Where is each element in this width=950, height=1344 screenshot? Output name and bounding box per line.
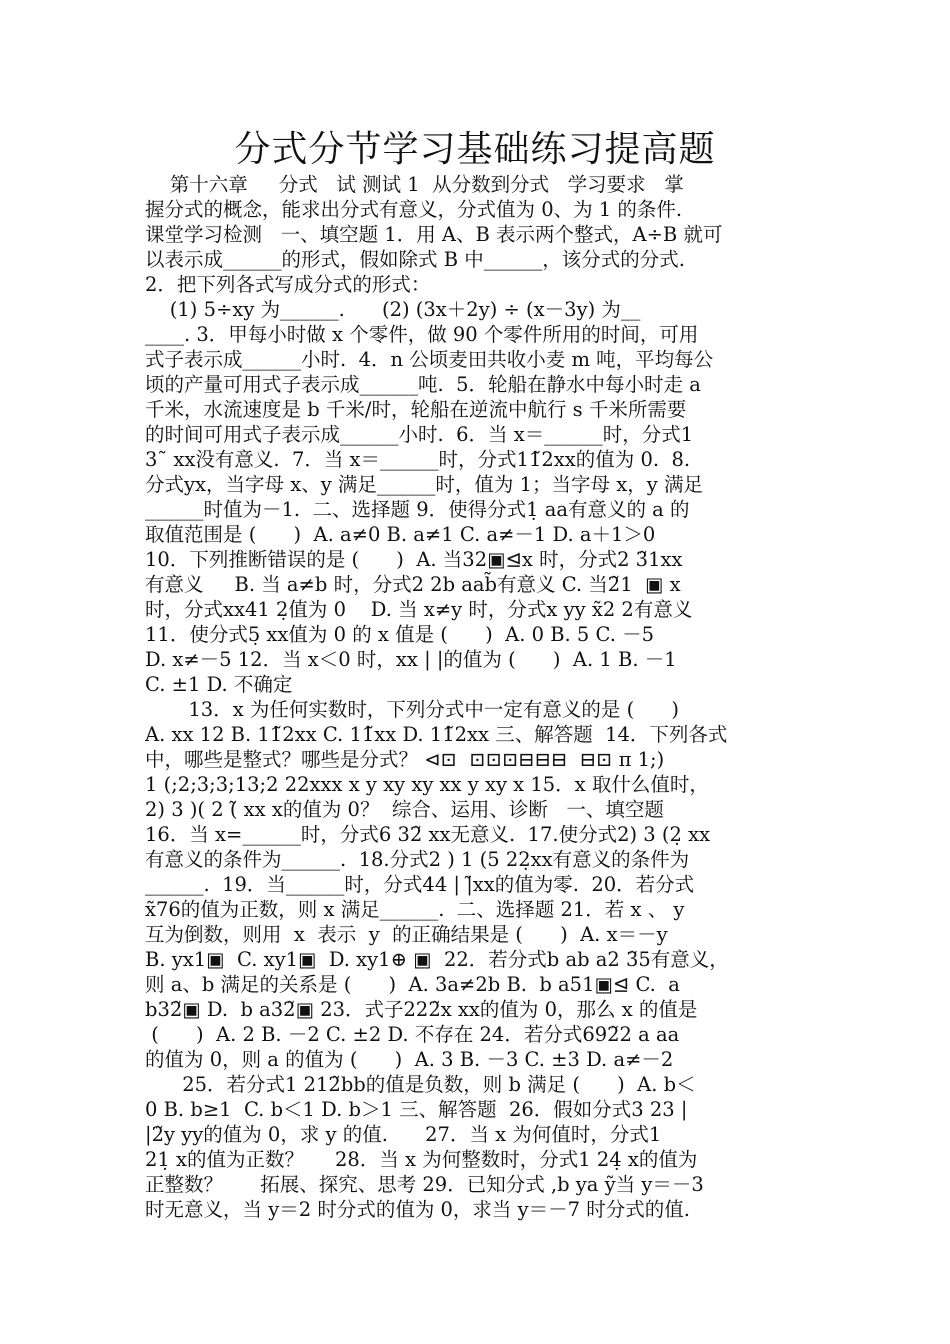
text-line: 课堂学习检测 一、填空题 1．用 A、B 表示两个整式，A÷B 就可 (145, 223, 723, 246)
text-line: 以表示成______的形式，假如除式 B 中______，该分式的分式. (145, 248, 685, 271)
text-line: C. ±1 D. 不确定 (145, 673, 293, 696)
text-line: 则 a、b 满足的关系是 ( ) A. 3a≠2b B. b a51▣⊴ C. a (145, 973, 680, 996)
text-line: ( ) A. 2 B. －2 C. ±2 D. 不存在 24．若分式692̃2 a aa (145, 1023, 680, 1046)
text-line: 有意义的条件为______. 18.分式2 ) 1 (5 22̣xx有意义的条件为 (145, 848, 690, 871)
text-line: 10．下列推断错误的是 ( ) A. 当32▣⊴x 时，分式2 3̃1xx (145, 548, 683, 571)
text-line: ____. 3．甲每小时做 x 个零件，做 90 个零件所用的时间，可用 (145, 323, 699, 346)
text-line: 的时间可用式子表示成______小时. 6．当 x＝______时，分式1 (145, 423, 694, 446)
text-line: 时无意义，当 y＝2 时分式的值为 0，求当 y＝－7 时分式的值. (145, 1198, 690, 1221)
text-line: B. yx1▣ C. xy1▣ D. xy1⊕ ▣ 22．若分式b ab a2 3̃5有意义， (145, 948, 729, 971)
text-line: 3˜ xx没有意义. 7．当 x＝______时，分式11̃2xx的值为 0. 8. (145, 448, 691, 471)
text-line: 2．把下列各式写成分式的形式： (145, 273, 431, 296)
text-line: 中，哪些是整式？哪些是分式？ ⊲⊡ ⊡⊡⊡⊟⊟⊟ ⊟⊡ π 1;) (145, 748, 665, 771)
text-line: 第十六章 分式 试 测试 1 从分数到分式 学习要求 掌 (145, 173, 684, 196)
text-line: ______时值为－1. 二、选择题 9．使得分式1̣ aa有意义的 a 的 (145, 498, 690, 521)
text-line: 11．使分式5̣ xx值为 0 的 x 值是 ( ) A. 0 B. 5 C. －5 (145, 623, 655, 646)
text-line: 取值范围是 ( ) A. a≠0 B. a≠1 C. a≠－1 D. a＋1＞0 (145, 523, 656, 546)
text-line: 式子表示成______小时. 4．n 公顷麦田共收小麦 m 吨，平均每公 (145, 348, 714, 371)
text-line: A. xx 12 B. 11̃2xx C. 11̃xx D. 11̃2xx 三、解答题 14．下列各式 (145, 723, 728, 746)
page-title: 分式分节学习基础练习提高题 (234, 129, 716, 170)
text-line: 16．当 x=______时，分式6 32̃ xx无意义. 17.使分式2) 3 (2̣ xx (145, 823, 711, 846)
text-line: x̃76的值为正数，则 x 满足______. 二、选择题 21．若 x 、 y (145, 898, 685, 921)
text-line: |2̃y yy的值为 0，求 y 的值. 27．当 x 为何值时，分式1 (145, 1123, 662, 1146)
text-line: 2) 3 )( 2 (̃ xx x的值为 0？ 综合、运用、诊断 一、填空题 (145, 798, 664, 821)
text-line: b32̃▣ D. b a32̃▣ 23．式子222̃x xx的值为 0，那么 x 的值是 (145, 998, 698, 1021)
text-line: (1) 5÷xy 为______. (2) (3x＋2y) ÷ (x－3y) 为__ (145, 298, 641, 321)
text-line: 握分式的概念，能求出分式有意义，分式值为 0、为 1 的条件. (145, 198, 683, 221)
text-line: 顷的产量可用式子表示成______吨. 5．轮船在静水中每小时走 a (145, 373, 701, 396)
text-line: ______. 19．当______时，分式44 | |̃xx的值为零. 20．若分式 (145, 873, 695, 896)
document-body (145, 172, 815, 1222)
text-line: 正整数？ 拓展、探究、思考 29．已知分式 ,b ya ỹ当 y＝－3 (145, 1173, 704, 1196)
text-line: 千米，水流速度是 b 千米/时，轮船在逆流中航行 s 千米所需要 (145, 398, 687, 421)
text-line: 0 B. b≥1 C. b＜1 D. b＞1 三、解答题 26．假如分式3 23 | (145, 1098, 688, 1121)
text-line: 时，分式xx41 2̣值为 0 D. 当 x≠y 时，分式x yy x̃2 2有意义 (145, 598, 693, 621)
text-line: 分式yx，当字母 x、y 满足______时，值为 1；当字母 x，y 满足 (145, 473, 703, 496)
text-line: 25．若分式1 212̃bb的值是负数，则 b 满足 ( ) A. b＜ (145, 1073, 696, 1096)
text-line: 1 (;2;3;3;13;2 22xxx x y xy xy xx y xy x 15．x 取什么值时， (145, 773, 709, 796)
text-line: 互为倒数，则用 x 表示 y 的正确结果是 ( ) A. x＝－y (145, 923, 668, 946)
text-line: 有意义 B. 当 a≠b 时，分式2 2b aab̃有意义 C. 当2̃1 ▣ x (145, 573, 681, 596)
text-line: 的值为 0，则 a 的值为 ( ) A. 3 B. －3 C. ±3 D. a≠－2 (145, 1048, 674, 1071)
text-line: D. x≠－5 12．当 x＜0 时，xx | |的值为 ( ) A. 1 B. －1 (145, 648, 677, 671)
text-line: 13．x 为任何实数时，下列分式中一定有意义的是 ( ) (145, 698, 680, 721)
text-line: 21̣ x的值为正数？ 28．当 x 为何整数时，分式1 24̣ x的值为 (145, 1148, 698, 1171)
